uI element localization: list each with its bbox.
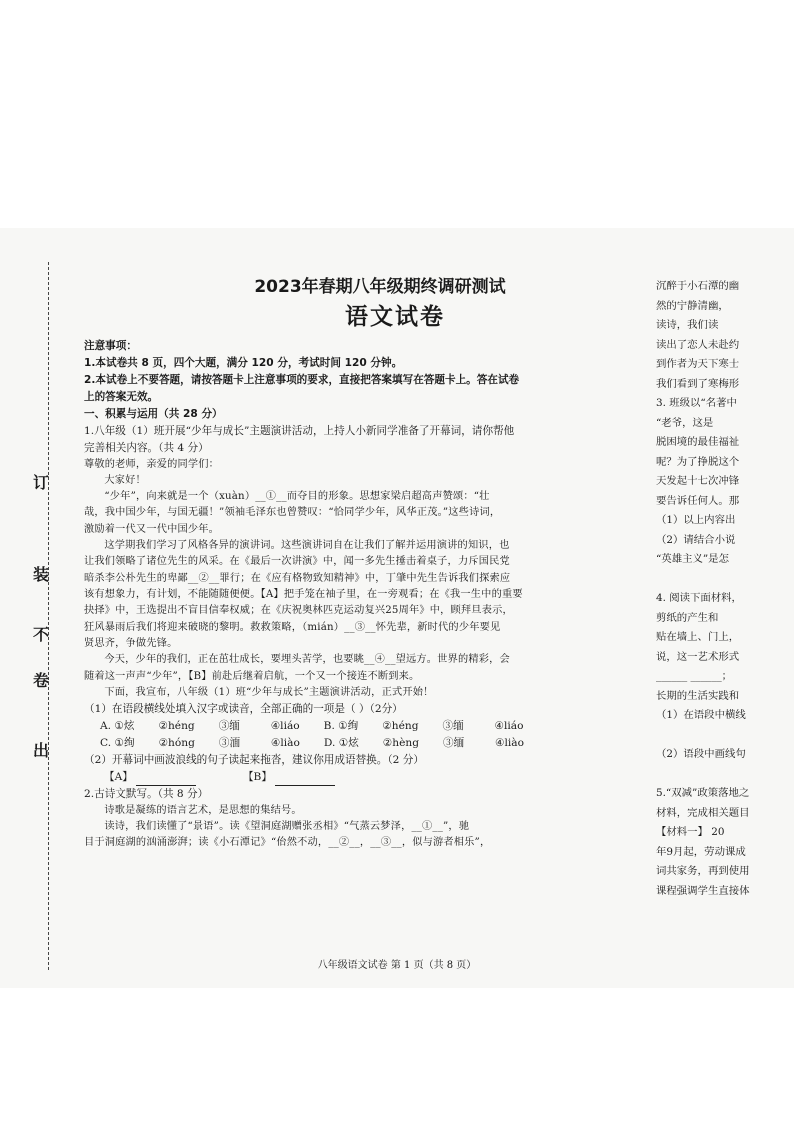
option-c-4: ④liào	[270, 737, 300, 750]
option-a-4: ④liáo	[270, 720, 300, 733]
seal-char: 订	[33, 473, 50, 492]
next-page-line: 【材料一】 20	[656, 826, 725, 838]
speech-line: 狂风暴雨后我们将迎来破晓的黎明。救救策略，（mián）__③__怀先辈，新时代的少年要见	[84, 621, 501, 633]
next-page-line: 长期的生活实践和	[656, 689, 740, 702]
next-page-line: 剪纸的产生和	[656, 611, 719, 624]
question-2: 2.古诗文默写。（共 8 分）	[84, 787, 209, 800]
option-b-4: ④liáo	[494, 720, 524, 733]
speech-line: 下面，我宣布，八年级（1）班“少年与成长”主题演讲活动，正式开始！	[104, 686, 434, 698]
next-page-line: 材料，完成相关题目	[656, 806, 750, 819]
next-page-line: 然的宁静清幽，	[656, 299, 729, 312]
speech-line: 暗杀李公朴先生的卑鄙__②__罪行；在《应有格物致知精神》中，丁肇中先生告诉我们探索应	[84, 572, 511, 584]
speech-greeting: 尊敬的老师，亲爱的同学们：	[84, 458, 220, 470]
blank-a	[136, 773, 196, 786]
option-d-4: ④liào	[495, 737, 524, 750]
next-page-line: （2）语段中画线句	[656, 748, 746, 760]
answer-options	[84, 735, 636, 752]
next-page-line: 呢？为了挣脱这个	[656, 455, 740, 468]
option-b-3: ③缅	[442, 720, 464, 733]
next-page-line: “英雄主义”是怎	[656, 553, 729, 565]
next-page-line: 3. 班级以“名著中	[656, 397, 737, 409]
option-c-3: ③湎	[218, 737, 241, 750]
seal-char: 出	[33, 741, 50, 760]
next-page-line: 贴在墙上、门上，	[656, 631, 740, 643]
speech-line: 随着这一声声“少年”，【B】前赴后继着启航，一个又一个接连不断到来。	[84, 670, 420, 682]
next-page-line: 年9月起，劳动课成	[656, 845, 746, 858]
option-b-2: ②héng	[382, 720, 419, 733]
blank-b	[275, 773, 335, 786]
next-page-line: （1）以上内容出	[656, 514, 736, 526]
seal-char: 装	[33, 565, 50, 584]
speech-line: 贤思齐，争做先锋。	[84, 637, 178, 649]
next-page-line: “老爷，这是	[656, 416, 714, 429]
seal-char: 卷	[33, 671, 50, 690]
next-page-line: 5.“双减”政策落地之	[656, 787, 750, 799]
seal-char: 不	[33, 625, 50, 644]
notes-heading: 注意事项：	[84, 339, 137, 352]
label-b: 【B】	[242, 770, 272, 783]
next-page-line: （1）在语段中横线	[656, 709, 746, 721]
exam-subject: 语文试卷	[345, 304, 445, 331]
speech-line: 哉，我中国少年，与国无疆！”领袖毛泽东也曾赞叹：“恰同学少年，风华正茂。”这些诗词，	[84, 507, 501, 519]
answer-options	[84, 718, 636, 735]
option-c: C. ①绚	[100, 737, 135, 750]
next-page-line	[656, 766, 794, 786]
next-page-line: 读出了恋人未赴约	[656, 338, 740, 351]
speech-hello: 大家好！	[104, 474, 146, 486]
next-page-line: 要告诉任何人。那	[656, 494, 740, 507]
note-2-cont: 上的答案无效。	[84, 390, 159, 403]
poem-line: 读诗，我们读懂了“景语”。读《望洞庭湖赠张丞相》“气蒸云梦泽，__①__”，驰	[104, 821, 470, 833]
next-page-line: 词共家务，再到使用	[656, 865, 750, 877]
option-d-3: ③缅	[443, 737, 465, 750]
label-a: 【A】	[104, 770, 133, 783]
next-page-line	[656, 571, 794, 591]
speech-line: “少年”，向来就是一个（xuàn）__①__而夺目的形象。思想家梁启超高声赞颂：“壮	[104, 491, 490, 503]
next-page-line: 天发起十七次冲锋	[656, 475, 740, 487]
option-d: D. ①炫	[323, 737, 359, 750]
speech-line: 让我们领略了诸位先生的风采。在《最后一次讲演》中，闻一多先生捶击着桌子，力斥国民党	[84, 556, 510, 568]
question-1: 1.八年级（1）班开展“少年与成长”主题演讲活动，上持人小新同学准备了开幕词，请你帮他	[84, 424, 515, 437]
section-heading: 一、积累与运用（共 28 分）	[84, 407, 223, 420]
poem-line: 目于洞庭湖的汹涌澎湃；读《小石潭记》“佁然不动，__②__，__③__，似与游者相乐”，	[84, 837, 491, 849]
subquestion-1: （1）在语段横线处填入汉字或读音，全部正确的一项是（ ）（2分）	[84, 703, 403, 716]
speech-line: 该有想象力，有计划，不能随随便便。【A】把手笼在袖子里，在一旁观看；在《我一生中的重要	[84, 589, 523, 601]
binding-dashed-line	[48, 262, 49, 970]
speech-line: 激励着一代又一代中国少年。	[84, 523, 220, 535]
option-a-2: ②héng	[158, 720, 195, 733]
next-page-line: 4. 阅读下面材料，	[656, 592, 742, 604]
speech-line: 今天，少年的我们，正在茁壮成长，要埋头苦学，也要眺__④__望远方。世界的精彩，会	[104, 654, 510, 666]
next-page-line: 说，这一艺术形式	[656, 650, 740, 663]
subquestion-2: （2）开幕词中画波浪线的句子读起来拖沓，建议你用成语替换。（2 分）	[84, 754, 424, 767]
note-2: 2.本试卷上不要答题，请按答题卡上注意事项的要求，直接把答案填写在答题卡上。答在试卷	[84, 373, 520, 386]
option-c-2: ②hóng	[158, 737, 195, 750]
next-page-line: ______ ______；	[656, 670, 733, 682]
next-page-line: （2）请结合小说	[656, 533, 736, 546]
page-footer: 八年级语文试卷 第 1 页（共 8 页）	[317, 960, 477, 971]
option-a-3: ③缅	[218, 720, 240, 733]
option-a: A. ①炫	[100, 720, 135, 733]
exam-page	[84, 274, 636, 852]
note-1: 1.本试卷共 8 页，四个大题，满分 120 分，考试时间 120 分钟。	[84, 356, 403, 369]
next-page-line: 到作者为天下寒士	[656, 358, 740, 370]
option-b: B. ①绚	[323, 720, 359, 733]
next-page-line: 我们看到了寒梅形	[656, 377, 740, 390]
next-page-line: 脱困境的最佳福祉	[656, 436, 740, 448]
answer-blanks	[84, 769, 636, 786]
next-page-line: 沉醉于小石潭的幽	[656, 280, 740, 292]
next-page-line: 读诗，我们读	[656, 319, 719, 331]
option-d-2: ②hèng	[382, 737, 419, 750]
exam-title: 2023年春期八年级期终调研测试	[254, 277, 506, 297]
poem-line: 诗歌是凝练的语言艺术，是思想的集结号。	[104, 804, 302, 816]
next-page-line: 课程强调学生直接体	[656, 884, 750, 897]
question-1-cont: 完善相关内容。（共 4 分）	[84, 441, 209, 454]
next-page-fragment	[656, 278, 794, 902]
speech-line: 抉择》中，王选提出不盲目信奉权威；在《庆祝奥林匹克运动复兴25周年》中，顾拜旦表示，	[84, 605, 513, 617]
next-page-line	[656, 727, 794, 747]
speech-line: 这学期我们学习了风格各异的演讲词。这些演讲词自在让我们了解并运用演讲的知识，也	[104, 540, 510, 552]
